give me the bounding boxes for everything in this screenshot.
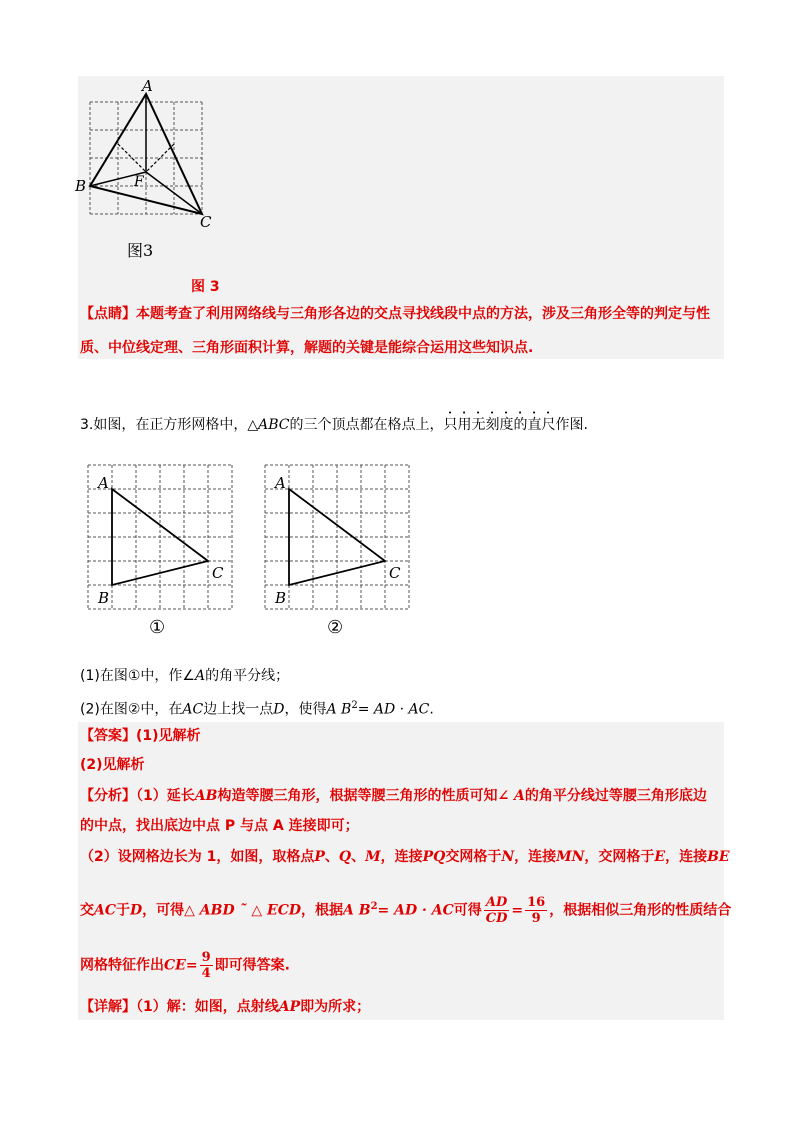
fraction-ad-cd: $\frac{AD}{CD}$ xyxy=(485,895,508,927)
fraction-9-4: $\frac{9}{4}$ xyxy=(201,950,211,981)
figure-3-caption: 图3 xyxy=(127,241,154,260)
point-a-label: A xyxy=(275,474,286,492)
point-c-label: C xyxy=(200,213,212,230)
point-a-label: A xyxy=(142,78,153,95)
figure-3 xyxy=(70,78,230,230)
point-b-label: B xyxy=(98,589,110,607)
figure-3-red-caption: 图 3 xyxy=(191,279,220,295)
sub-question-2: (2)在图②中，在AC边上找一点D，使得A $B^2=$ AD · AC. xyxy=(80,700,434,718)
analysis-line-3: （2）设网格边长为 1，如图，取格点P、Q、M，连接PQ交网格于N，连接MN，交网格于E，连接BE xyxy=(80,849,730,865)
point-c-label: C xyxy=(389,564,401,582)
point-f-label: F xyxy=(134,174,144,190)
point-b-label: B xyxy=(75,177,87,195)
figure-2 xyxy=(262,462,412,614)
fraction-16-9: $\frac{16}{9}$ xyxy=(527,895,546,927)
figure-1 xyxy=(85,462,235,614)
analysis-line-2: 的中点，找出底边中点 P 与点 A 连接即可； xyxy=(80,818,359,834)
question-3: 3.如图，在正方形网格中，△ABC的三个顶点都在格点上，只用无刻度的直尺作图. xyxy=(80,417,588,433)
grid-lines xyxy=(88,465,232,609)
analysis-line-5: 网格特征作出CE= $\frac{9}{4}$ 即可得答案. xyxy=(80,950,290,981)
auxiliary-lines xyxy=(90,94,202,214)
answer-line-2: (2)见解析 xyxy=(80,757,145,773)
point-a-label: A xyxy=(98,474,109,492)
figure-2-label: ② xyxy=(327,617,344,638)
answer-line-1: 【答案】(1)见解析 xyxy=(80,728,201,744)
analysis-line-1: 【分析】（1）延长AB构造等腰三角形，根据等腰三角形的性质可知∠ A的角平分线过等腰三角形底边 xyxy=(80,788,707,804)
figure-1-label: ① xyxy=(149,617,166,638)
dianjing-line-2: 质、中位线定理、三角形面积计算，解题的关键是能综合运用这些知识点. xyxy=(80,340,534,356)
point-c-label: C xyxy=(212,564,224,582)
point-b-label: B xyxy=(275,589,287,607)
grid-lines xyxy=(265,465,409,609)
dianjing-line-1: 【点睛】本题考查了利用网络线与三角形各边的交点寻找线段中点的方法，涉及三角形全等的判定与性 xyxy=(80,306,710,322)
detail-line: 【详解】（1）解：如图，点射线AP即为所求； xyxy=(80,999,371,1015)
sub-question-1: (1)在图①中，作∠A的角平分线； xyxy=(80,668,290,684)
analysis-line-4: 交AC于D，可得△ ABD ˜ △ ECD，根据A $B^2=$ AD · AC可得 $\frac{AD}{CD}$ = $\frac{16}{9}$ ，根据相似三角形的性质结合 xyxy=(80,895,732,927)
